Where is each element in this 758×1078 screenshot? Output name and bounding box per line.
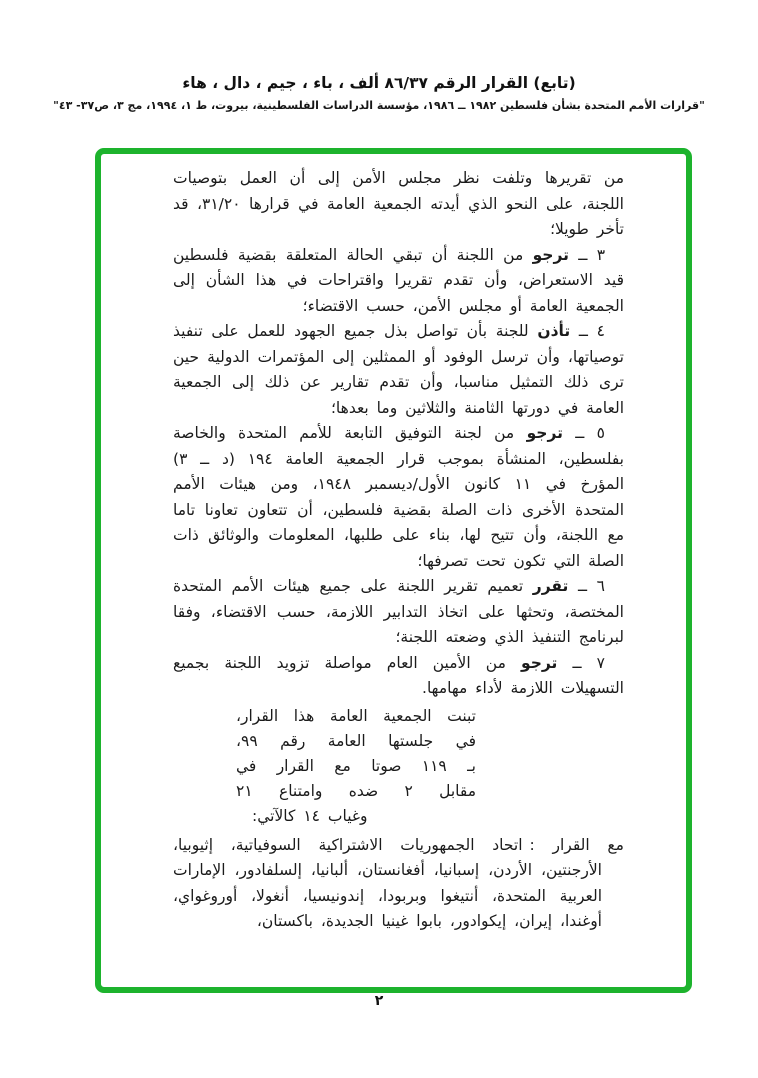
resolution-body [173, 166, 624, 935]
green-frame [95, 148, 692, 993]
paragraph-4 [173, 319, 624, 421]
paragraph-7 [173, 651, 624, 702]
operative-keyword: ترجو [521, 653, 558, 672]
paragraph-number: ٣ ــ [578, 245, 606, 264]
vote-summary-line: في جلستها العامة رقم ٩٩، [236, 731, 476, 750]
with-vote-countries: اتحاد الجمهوريات الاشتراكية السوفياتية، إثيوبيا، الأرجنتين، الأردن، إسبانيا، أفغانستان، ألبانيا، إلسلفادور، الإمارات العربية المتحدة، أنتيغوا وبربودا، إندونيسيا، أنغولا، أوروغواي، أوغندا، إيران، إيكوادور، بابوا غينيا الجديدة، باكستان، [173, 835, 602, 931]
vote-summary-line: تبنت الجمعية العامة هذا القرار، [236, 706, 476, 725]
paragraph-text: من اللجنة أن تبقي الحالة المتعلقة بقضية فلسطين قيد الاستعراض، وأن تقدم تقريرا واقتراحات في هذا الشأن إلى الجمعية العامة أو مجلس الأمن، حسب الاقتضاء؛ [173, 245, 624, 315]
paragraph-5 [173, 421, 624, 574]
source-citation: "قرارات الأمم المتحدة بشأن فلسطين ١٩٨٢ ــ ١٩٨٦، مؤسسة الدراسات الفلسطينية، بيروت، ط ١، ١٩٩٤، مج ٣، ص٣٧- ٤٣" [53, 99, 705, 112]
vote-summary-block [236, 704, 476, 830]
operative-keyword: ترجو [532, 245, 569, 264]
paragraph-number: ٦ ــ [577, 577, 605, 595]
vote-summary-line: وغياب ١٤ كالآتي: [252, 807, 368, 826]
paragraph-number: ٤ ــ [578, 322, 605, 340]
paragraph-continuation [173, 166, 624, 243]
paragraph-text: من الأمين العام مواصلة تزويد اللجنة بجميع التسهيلات اللازمة لأداء مهامها. [173, 653, 624, 697]
paragraph-number: ٧ ــ [572, 653, 605, 672]
paragraph-text: من لجنة التوفيق التابعة للأمم المتحدة والخاصة بفلسطين، المنشأة بموجب قرار الجمعية العامة ١٩٤ (د ــ ٣) المؤرخ في ١١ كانون الأول/ديسمبر ١٩٤٨، ومن هيئات الأمم المتحدة الأخرى ذات الصلة بقضية فلسطين، أن تتعاون تعاونا تاما مع اللجنة، وأن تتيح لها، بناء على طلبها، المعلومات والوثائق ذات الصلة التي تكون تحت تصرفها؛ [173, 424, 625, 570]
paragraph-number: ٥ ــ [575, 424, 605, 442]
paragraph-text: من تقريرها وتلفت نظر مجلس الأمن إلى أن العمل بتوصيات اللجنة، على النحو الذي أيدته الجمعية العامة في قرارها ٣١/٢٠، قد تأخر طويلا؛ [173, 169, 624, 238]
paragraph-6 [173, 574, 624, 651]
document-header [0, 74, 758, 112]
operative-keyword: تأذن [537, 322, 571, 340]
with-vote-label: مع القرار : [529, 835, 624, 854]
vote-summary-line: بـ ١١٩ صوتا مع القرار في [236, 756, 476, 775]
operative-keyword: تقرر [532, 577, 569, 595]
paragraph-text: تعميم تقرير اللجنة على جميع هيئات الأمم المتحدة المختصة، وتحثها على اتخاذ التدابير اللازمة، حسب الاقتضاء، وفقا لبرنامج التنفيذ الذي وضعته اللجنة؛ [173, 577, 624, 646]
vote-summary-line: مقابل ٢ ضده وامتناع ٢١ [236, 782, 476, 801]
paragraph-3 [173, 243, 624, 320]
operative-keyword: ترجو [526, 424, 563, 442]
page-number: ٢ [374, 993, 384, 1009]
resolution-title: (تابع) القرار الرقم ٨٦/٣٧ ألف ، باء ، جيم ، دال ، هاء [182, 74, 576, 92]
with-vote-list [173, 833, 624, 935]
paragraph-text: للجنة بأن تواصل بذل جميع الجهود للعمل على تنفيذ توصياتها، وأن ترسل الوفود أو الممثلين إلى المؤتمرات الدولية حين ترى ذلك التمثيل مناسبا، وأن تقدم تقارير عن ذلك إلى الجمعية العامة في دورتها الثامنة والثلاثين وما بعدها؛ [173, 322, 624, 417]
